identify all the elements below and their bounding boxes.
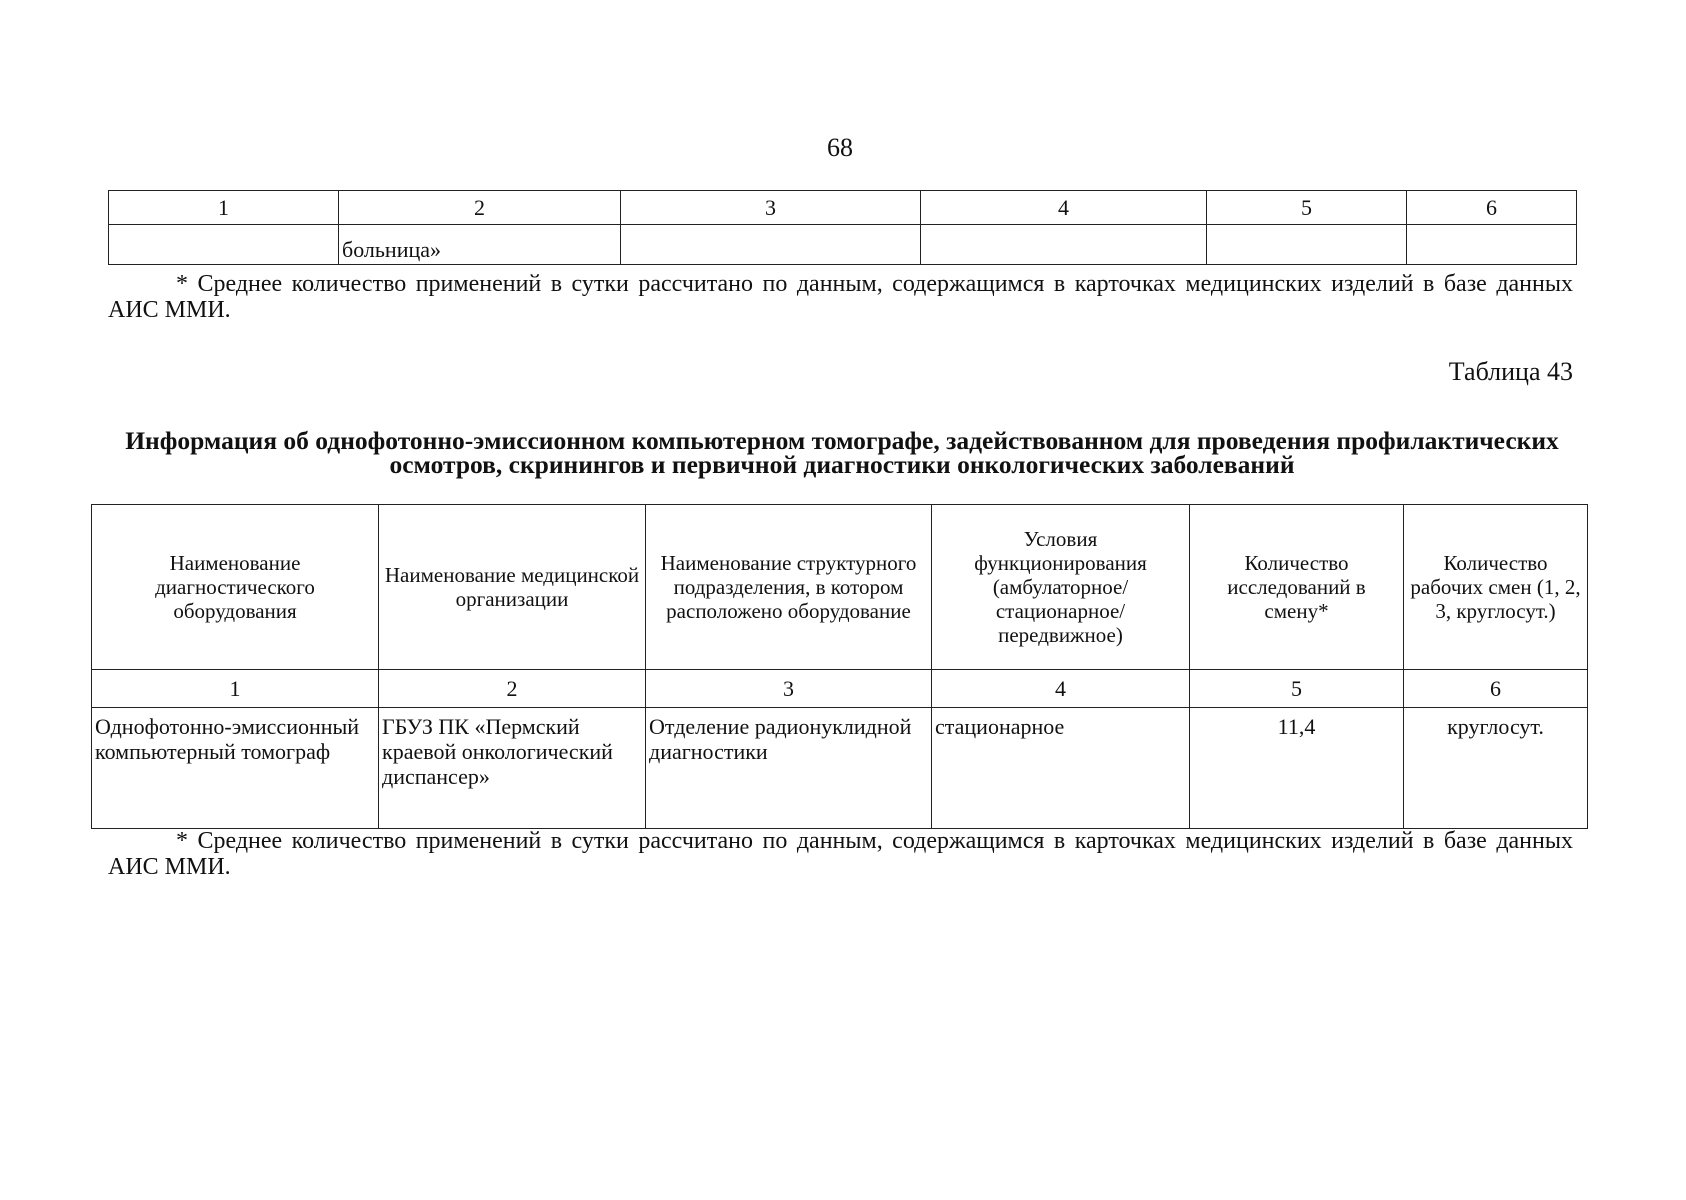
column-header: Наименование медицинской организации [379, 505, 646, 670]
footnote: * Среднее количество применений в сутки рассчитано по данным, содержащимся в карточках медицинских изделий в базе данных АИС ММИ. [108, 271, 1573, 323]
column-number: 2 [339, 191, 621, 225]
column-number: 3 [646, 670, 932, 708]
organization-cell: ГБУЗ ПК «Пермский краевой онкологический диспансер» [379, 708, 646, 829]
studies-per-shift-cell: 11,4 [1190, 708, 1404, 829]
table-cell [921, 225, 1207, 265]
table-cell [1207, 225, 1407, 265]
table-cell: больница» [339, 225, 621, 265]
column-header: Количество исследований в смену* [1190, 505, 1404, 670]
column-number: 4 [921, 191, 1207, 225]
column-number-row [109, 191, 1577, 225]
continuation-table [108, 190, 1577, 265]
column-number-row [92, 670, 1588, 708]
table-cell [109, 225, 339, 265]
table-row [109, 225, 1577, 265]
column-number: 3 [621, 191, 921, 225]
table-row [92, 708, 1588, 829]
column-number: 5 [1190, 670, 1404, 708]
column-number: 4 [932, 670, 1190, 708]
shifts-cell: круглосут. [1404, 708, 1588, 829]
footnote: * Среднее количество применений в сутки рассчитано по данным, содержащимся в карточках медицинских изделий в базе данных АИС ММИ. [108, 828, 1573, 880]
equipment-name-cell: Однофотонно-эмиссионный компьютерный томограф [92, 708, 379, 829]
table-cell [621, 225, 921, 265]
column-number: 6 [1407, 191, 1577, 225]
table-header-row [92, 505, 1588, 670]
column-number: 6 [1404, 670, 1588, 708]
table-cell [1407, 225, 1577, 265]
column-header: Количество рабочих смен (1, 2, 3, круглосут.) [1404, 505, 1588, 670]
column-number: 2 [379, 670, 646, 708]
section-title: Информация об однофотонно-эмиссионном компьютерном томографе, задействованном для проведения профилактических осмотров, скринингов и первичной диагностики онкологических заболеваний [125, 426, 1559, 479]
conditions-cell: стационарное [932, 708, 1190, 829]
column-header: Условия функционирования (амбулаторное/ стационарное/ передвижное) [932, 505, 1190, 670]
department-cell: Отделение радионуклидной диагностики [646, 708, 932, 829]
page-number: 68 [827, 133, 853, 162]
table-caption: Таблица 43 [1448, 357, 1573, 386]
column-number: 5 [1207, 191, 1407, 225]
column-number: 1 [109, 191, 339, 225]
column-number: 1 [92, 670, 379, 708]
equipment-table [91, 504, 1588, 829]
column-header: Наименование диагностического оборудования [92, 505, 379, 670]
column-header: Наименование структурного подразделения, в котором расположено оборудование [646, 505, 932, 670]
